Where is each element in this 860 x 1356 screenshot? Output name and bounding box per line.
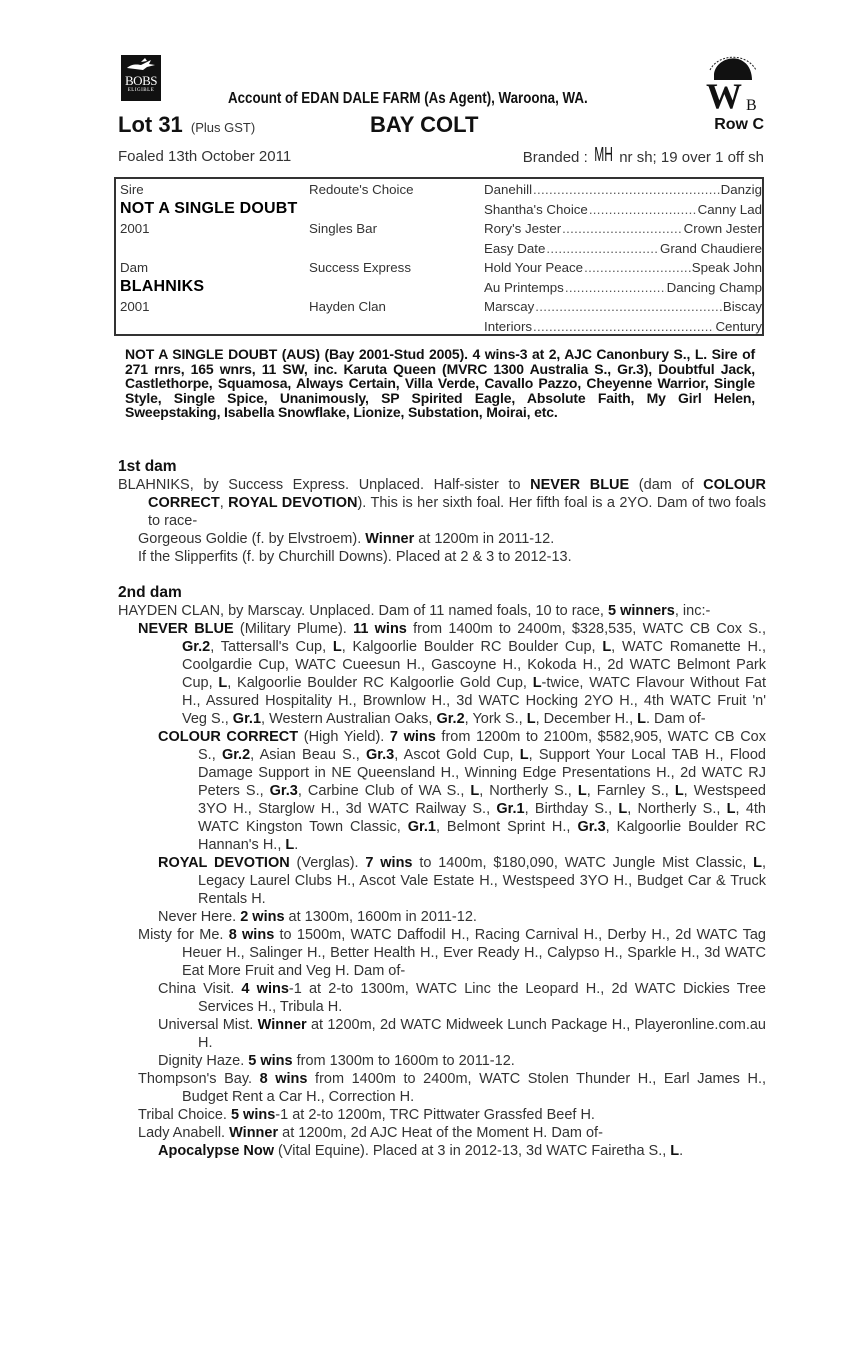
text: Never Here. bbox=[158, 909, 241, 925]
leader-dots bbox=[546, 241, 659, 256]
group-badge: Gr.2 bbox=[182, 639, 211, 655]
text: , Birthday S., bbox=[524, 801, 619, 817]
progeny-entry-never-blue bbox=[118, 620, 766, 728]
group-badge: Gr.2 bbox=[221, 747, 251, 763]
text: , Westspeed 3YO H., Starglow H., 3d WATC Railway S., bbox=[198, 783, 766, 817]
sire-name: NOT A SINGLE DOUBT bbox=[120, 200, 298, 217]
group-badge: Gr.1 bbox=[407, 819, 436, 835]
horse-name: NEVER BLUE bbox=[138, 621, 234, 637]
progeny-entry-lady-anabell bbox=[118, 1124, 766, 1142]
grandparent-right: Century bbox=[715, 318, 762, 334]
text: Thompson's Bay. bbox=[138, 1071, 260, 1087]
listed-badge: L bbox=[670, 1143, 680, 1159]
grandparent-left: Hold Your Peace bbox=[484, 260, 584, 275]
text: . bbox=[679, 1143, 684, 1159]
wins: 8 wins bbox=[259, 1071, 308, 1087]
relative-name: ROYAL DEVOTION bbox=[228, 495, 358, 511]
wins: 5 wins bbox=[230, 1107, 276, 1123]
text: to 1400m, $180,090, WATC Jungle Mist Classic, bbox=[412, 855, 754, 871]
wins: 7 wins bbox=[365, 855, 413, 871]
progeny-entry-colour-correct bbox=[118, 728, 766, 854]
listed-badge: L bbox=[285, 837, 295, 853]
text: , December H., bbox=[535, 711, 638, 727]
text: from 1400m to 2400m, WATC Stolen Thunder H., Earl James H., Budget Rent a Car H., Correction H. bbox=[182, 1071, 767, 1105]
text: HAYDEN CLAN, by Marscay. Unplaced. Dam of 11 named foals, 10 to race, bbox=[118, 603, 608, 619]
progeny-entry-never-here bbox=[118, 908, 766, 926]
grandparent-row bbox=[484, 182, 762, 197]
foaled-date: Foaled 13th October 2011 bbox=[118, 148, 292, 165]
text: Dignity Haze. bbox=[158, 1053, 249, 1069]
text: . bbox=[294, 837, 299, 853]
grandparent-left: Interiors bbox=[484, 318, 533, 334]
text: , bbox=[219, 495, 229, 511]
grandparent-row bbox=[484, 319, 762, 334]
bobs-eligible-logo bbox=[121, 55, 161, 101]
first-dam-section bbox=[118, 458, 766, 566]
grandparent-left: Shantha's Choice bbox=[484, 201, 588, 217]
text: at 1200m, 2d WATC Midweek Lunch Package H., Playeronline.com.au H. bbox=[198, 1017, 766, 1051]
text: , Kalgoorlie Boulder RC Boulder Cup, bbox=[341, 639, 603, 655]
grandparent-left: Au Printemps bbox=[484, 279, 564, 295]
grandparent-row bbox=[484, 299, 762, 314]
leader-dots bbox=[565, 280, 666, 295]
grandparent-right: Canny Lad bbox=[697, 201, 762, 217]
progeny-entry-universal-mist bbox=[118, 1016, 766, 1052]
text: China Visit. bbox=[158, 981, 242, 997]
progeny-entry-apocalypse-now bbox=[118, 1142, 766, 1160]
text: , Tattersall's Cup, bbox=[210, 639, 333, 655]
grandparent-right: Danzig bbox=[720, 182, 762, 197]
wins: 2 wins bbox=[240, 909, 285, 925]
half-sibling-name: NEVER BLUE bbox=[530, 477, 630, 493]
wb-stud-logo bbox=[700, 52, 770, 112]
grandparent-left: Marscay bbox=[484, 299, 535, 314]
text: to 1500m, WATC Daffodil H., Racing Carnival H., Derby H., 2d WATC Tag Heuer H., Salinger H., Better Health H., Ever Ready H., Calypso H., Sparkle H., 3d WATC Eat More Fruit and Veg H. Dam of- bbox=[182, 927, 766, 979]
text: , Kalgoorlie Boulder RC Kalgoorlie Gold Cup, bbox=[227, 675, 533, 691]
text: (dam of bbox=[629, 477, 704, 493]
barn-w-b-icon bbox=[700, 52, 770, 112]
group-badge: Gr.3 bbox=[366, 747, 395, 763]
svg-text:W: W bbox=[706, 76, 742, 112]
listed-badge: L bbox=[637, 711, 646, 727]
second-dam-heading: 2nd dam bbox=[118, 584, 182, 601]
dam-dam: Hayden Clan bbox=[309, 299, 386, 314]
text: at 1200m in 2011-12. bbox=[414, 531, 555, 547]
wins: 8 wins bbox=[228, 927, 275, 943]
foal-entry bbox=[118, 548, 766, 566]
text: , Northerly S., bbox=[627, 801, 727, 817]
text: , Belmont Sprint H., bbox=[435, 819, 578, 835]
grandparent-row bbox=[484, 221, 762, 236]
dam-year: 2001 bbox=[120, 299, 150, 314]
result-badge: Winner bbox=[257, 1017, 307, 1033]
first-dam-heading: 1st dam bbox=[118, 458, 177, 475]
text: , Carbine Club of WA S., bbox=[297, 783, 471, 799]
wins: 4 wins bbox=[241, 981, 289, 997]
text: . Dam of- bbox=[645, 711, 706, 727]
progeny-entry-dignity-haze bbox=[118, 1052, 766, 1070]
text: , Western Australian Oaks, bbox=[261, 711, 437, 727]
leader-dots bbox=[562, 221, 683, 236]
bobs-logo-text: BOBS bbox=[125, 73, 157, 88]
listed-badge: L bbox=[519, 747, 529, 763]
result-badge: Winner bbox=[365, 531, 415, 547]
text: , Kalgoorlie Boulder RC Hannan's H., bbox=[198, 819, 766, 853]
sire-sire: Redoute's Choice bbox=[309, 182, 414, 197]
lot-label: Lot 31 bbox=[118, 112, 183, 137]
gst-note: (Plus GST) bbox=[190, 120, 256, 135]
first-dam-intro bbox=[118, 476, 766, 530]
text: -1 at 2-to 1200m, TRC Pittwater Grassfed Beef H. bbox=[275, 1107, 595, 1123]
listed-badge: L bbox=[726, 801, 736, 817]
text: Lady Anabell. bbox=[138, 1125, 230, 1141]
text: from 1300m to 1600m to 2011-12. bbox=[292, 1053, 515, 1069]
text: , 4th WATC Kingston Town Classic, bbox=[198, 801, 766, 835]
winners-count: 5 winners bbox=[607, 603, 675, 619]
text: at 1200m, 2d AJC Heat of the Moment H. Dam of- bbox=[278, 1125, 603, 1141]
text: , Farnley S., bbox=[586, 783, 675, 799]
text: from 1200m to 2100m, $582,905, WATC CB Cox S., bbox=[198, 729, 766, 763]
listed-badge: L bbox=[526, 711, 536, 727]
second-dam-section bbox=[118, 584, 766, 1160]
text: Gorgeous Goldie (f. by Elvstroem). bbox=[138, 531, 366, 547]
grandparent-left: Easy Date bbox=[484, 240, 546, 256]
wins: 7 wins bbox=[389, 729, 436, 745]
branded-text: nr sh; 19 over 1 off sh bbox=[619, 149, 764, 166]
group-badge: Gr.1 bbox=[232, 711, 262, 727]
dam-sire: Success Express bbox=[309, 260, 411, 275]
listed-badge: L bbox=[753, 855, 762, 871]
stable-row: Row C bbox=[714, 116, 764, 133]
horse-sex-colour: BAY COLT bbox=[370, 112, 479, 137]
grandparent-row bbox=[484, 241, 762, 256]
second-dam-intro bbox=[118, 602, 766, 620]
leader-dots bbox=[584, 260, 691, 275]
running-horse-icon bbox=[121, 55, 161, 75]
listed-badge: L bbox=[532, 675, 542, 691]
group-badge: Gr.2 bbox=[436, 711, 465, 727]
result-badge: Winner bbox=[229, 1125, 279, 1141]
leader-dots bbox=[535, 299, 722, 314]
sire-label: Sire bbox=[120, 182, 144, 197]
text: Misty for Me. bbox=[138, 927, 229, 943]
text: , WATC Romanette H., Coolgardie Cup, WATC Cueesun H., Gascoyne H., Kokoda H., 2d WATC Belmont Park Cup, bbox=[182, 639, 766, 691]
progeny-entry-tribal-choice bbox=[118, 1106, 766, 1124]
vendor-account: Account of EDAN DALE FARM (As Agent), Waroona, WA. bbox=[228, 90, 588, 107]
group-badge: Gr.3 bbox=[269, 783, 298, 799]
text: , Legacy Laurel Clubs H., Ascot Vale Estate H., Westspeed 3YO H., Budget Car & Truck Rentals H. bbox=[198, 855, 766, 907]
text: , Asian Beau S., bbox=[250, 747, 367, 763]
text: -1 at 2-to 1300m, WATC Linc the Leopard H., 2d WATC Dickies Tree Services H., Tribula H. bbox=[198, 981, 766, 1015]
leader-dots bbox=[533, 182, 720, 197]
sire-year: 2001 bbox=[120, 221, 150, 236]
listed-badge: L bbox=[602, 639, 612, 655]
text: If the Slipperfits (f. by Churchill Downs). Placed at 2 & 3 to 2012-13. bbox=[138, 549, 572, 565]
sire-summary: NOT A SINGLE DOUBT (AUS) (Bay 2001-Stud 2005). 4 wins-3 at 2, AJC Canonbury S., L. Sire of 271 rnrs, 165 wnrs, 11 SW, inc. Karuta Queen (MVRC 1300 Australia S., Gr.3), Doubtful Jack, Castlethorpe, Squamosa, Always Certain, Villa Verde, Cavallo Pazzo, Cheyenne Warrior, Single Style, Single Spice, Unanimously, SP Spirited Eagle, Absolute Faith, My Girl Helen, Sweepstaking, Isabella Snowflake, Lionize, Substation, Moirai, etc. bbox=[125, 346, 755, 420]
lot-number bbox=[118, 112, 255, 138]
grandparent-left: Rory's Jester bbox=[484, 221, 562, 236]
wins: 5 wins bbox=[248, 1053, 293, 1069]
group-badge: Gr.3 bbox=[577, 819, 606, 835]
horse-name: Apocalypse Now bbox=[158, 1143, 275, 1159]
text: , York S., bbox=[464, 711, 527, 727]
listed-badge: L bbox=[674, 783, 684, 799]
text: (High Yield). bbox=[298, 729, 390, 745]
leader-dots bbox=[533, 319, 714, 334]
listed-badge: L bbox=[618, 801, 628, 817]
text: (Military Plume). bbox=[233, 621, 354, 637]
text: (Vital Equine). Placed at 3 in 2012-13, 3d WATC Fairetha S., bbox=[274, 1143, 671, 1159]
listed-badge: L bbox=[577, 783, 587, 799]
eligible-logo-text: ELIGIBLE bbox=[127, 88, 155, 93]
grandparent-left: Danehill bbox=[484, 182, 533, 197]
svg-text:B: B bbox=[746, 97, 757, 112]
text: , Ascot Gold Cup, bbox=[394, 747, 520, 763]
relative-name: COLOUR CORRECT bbox=[148, 477, 766, 511]
progeny-entry-thompsons-bay bbox=[118, 1070, 766, 1106]
text: Universal Mist. bbox=[158, 1017, 258, 1033]
grandparent-right: Crown Jester bbox=[683, 221, 762, 236]
text: , inc:- bbox=[674, 603, 711, 619]
text: , Support Your Local TAB H., Flood Damage Support in NE Queensland H., Winning Edge Presentations H., 2d WATC RJ Peters S., bbox=[198, 747, 766, 799]
horse-name: COLOUR CORRECT bbox=[158, 729, 299, 745]
sire-dam: Singles Bar bbox=[309, 221, 377, 236]
grandparent-row bbox=[484, 280, 762, 295]
grandparent-right: Grand Chaudiere bbox=[659, 240, 762, 256]
foal-entry bbox=[118, 530, 766, 548]
text: BLAHNIKS, by Success Express. Unplaced. Half-sister to bbox=[118, 477, 531, 493]
wins: 11 wins bbox=[353, 621, 407, 637]
grandparent-row bbox=[484, 260, 762, 275]
grandparent-right: Speak John bbox=[691, 260, 762, 275]
text: Tribal Choice. bbox=[138, 1107, 231, 1123]
text: , Northerly S., bbox=[479, 783, 578, 799]
pedigree-table bbox=[114, 177, 764, 336]
grandparent-right: Dancing Champ bbox=[666, 279, 762, 295]
group-badge: Gr.1 bbox=[496, 801, 525, 817]
text: at 1300m, 1600m in 2011-12. bbox=[284, 909, 477, 925]
dam-name: BLAHNIKS bbox=[120, 278, 205, 295]
listed-badge: L bbox=[218, 675, 228, 691]
text: (Verglas). bbox=[289, 855, 366, 871]
text: ). This is her sixth foal. Her fifth foal is a 2YO. Dam of two foals to race- bbox=[148, 495, 766, 529]
brand-mark-icon: MH bbox=[594, 144, 613, 166]
progeny-entry-royal-devotion bbox=[118, 854, 766, 908]
listed-badge: L bbox=[332, 639, 342, 655]
horse-name: ROYAL DEVOTION bbox=[158, 855, 290, 871]
grandparent-row bbox=[484, 202, 762, 217]
progeny-entry-misty-for-me bbox=[118, 926, 766, 980]
leader-dots bbox=[589, 202, 697, 217]
branded-label: Branded : bbox=[522, 149, 588, 166]
text: from 1400m to 2400m, $328,535, WATC CB Cox S., bbox=[406, 621, 766, 637]
progeny-entry-china-visit bbox=[118, 980, 766, 1016]
text: -twice, WATC Flavour Without Fat H., Assured Hospitality H., Brownlow H., 3d WATC Hocking 2YO H., 4th WATC Fruit 'n' Veg S., bbox=[182, 675, 766, 727]
brand-details bbox=[523, 144, 764, 167]
dam-label: Dam bbox=[120, 260, 149, 275]
listed-badge: L bbox=[470, 783, 480, 799]
grandparent-right: Biscay bbox=[722, 299, 762, 314]
